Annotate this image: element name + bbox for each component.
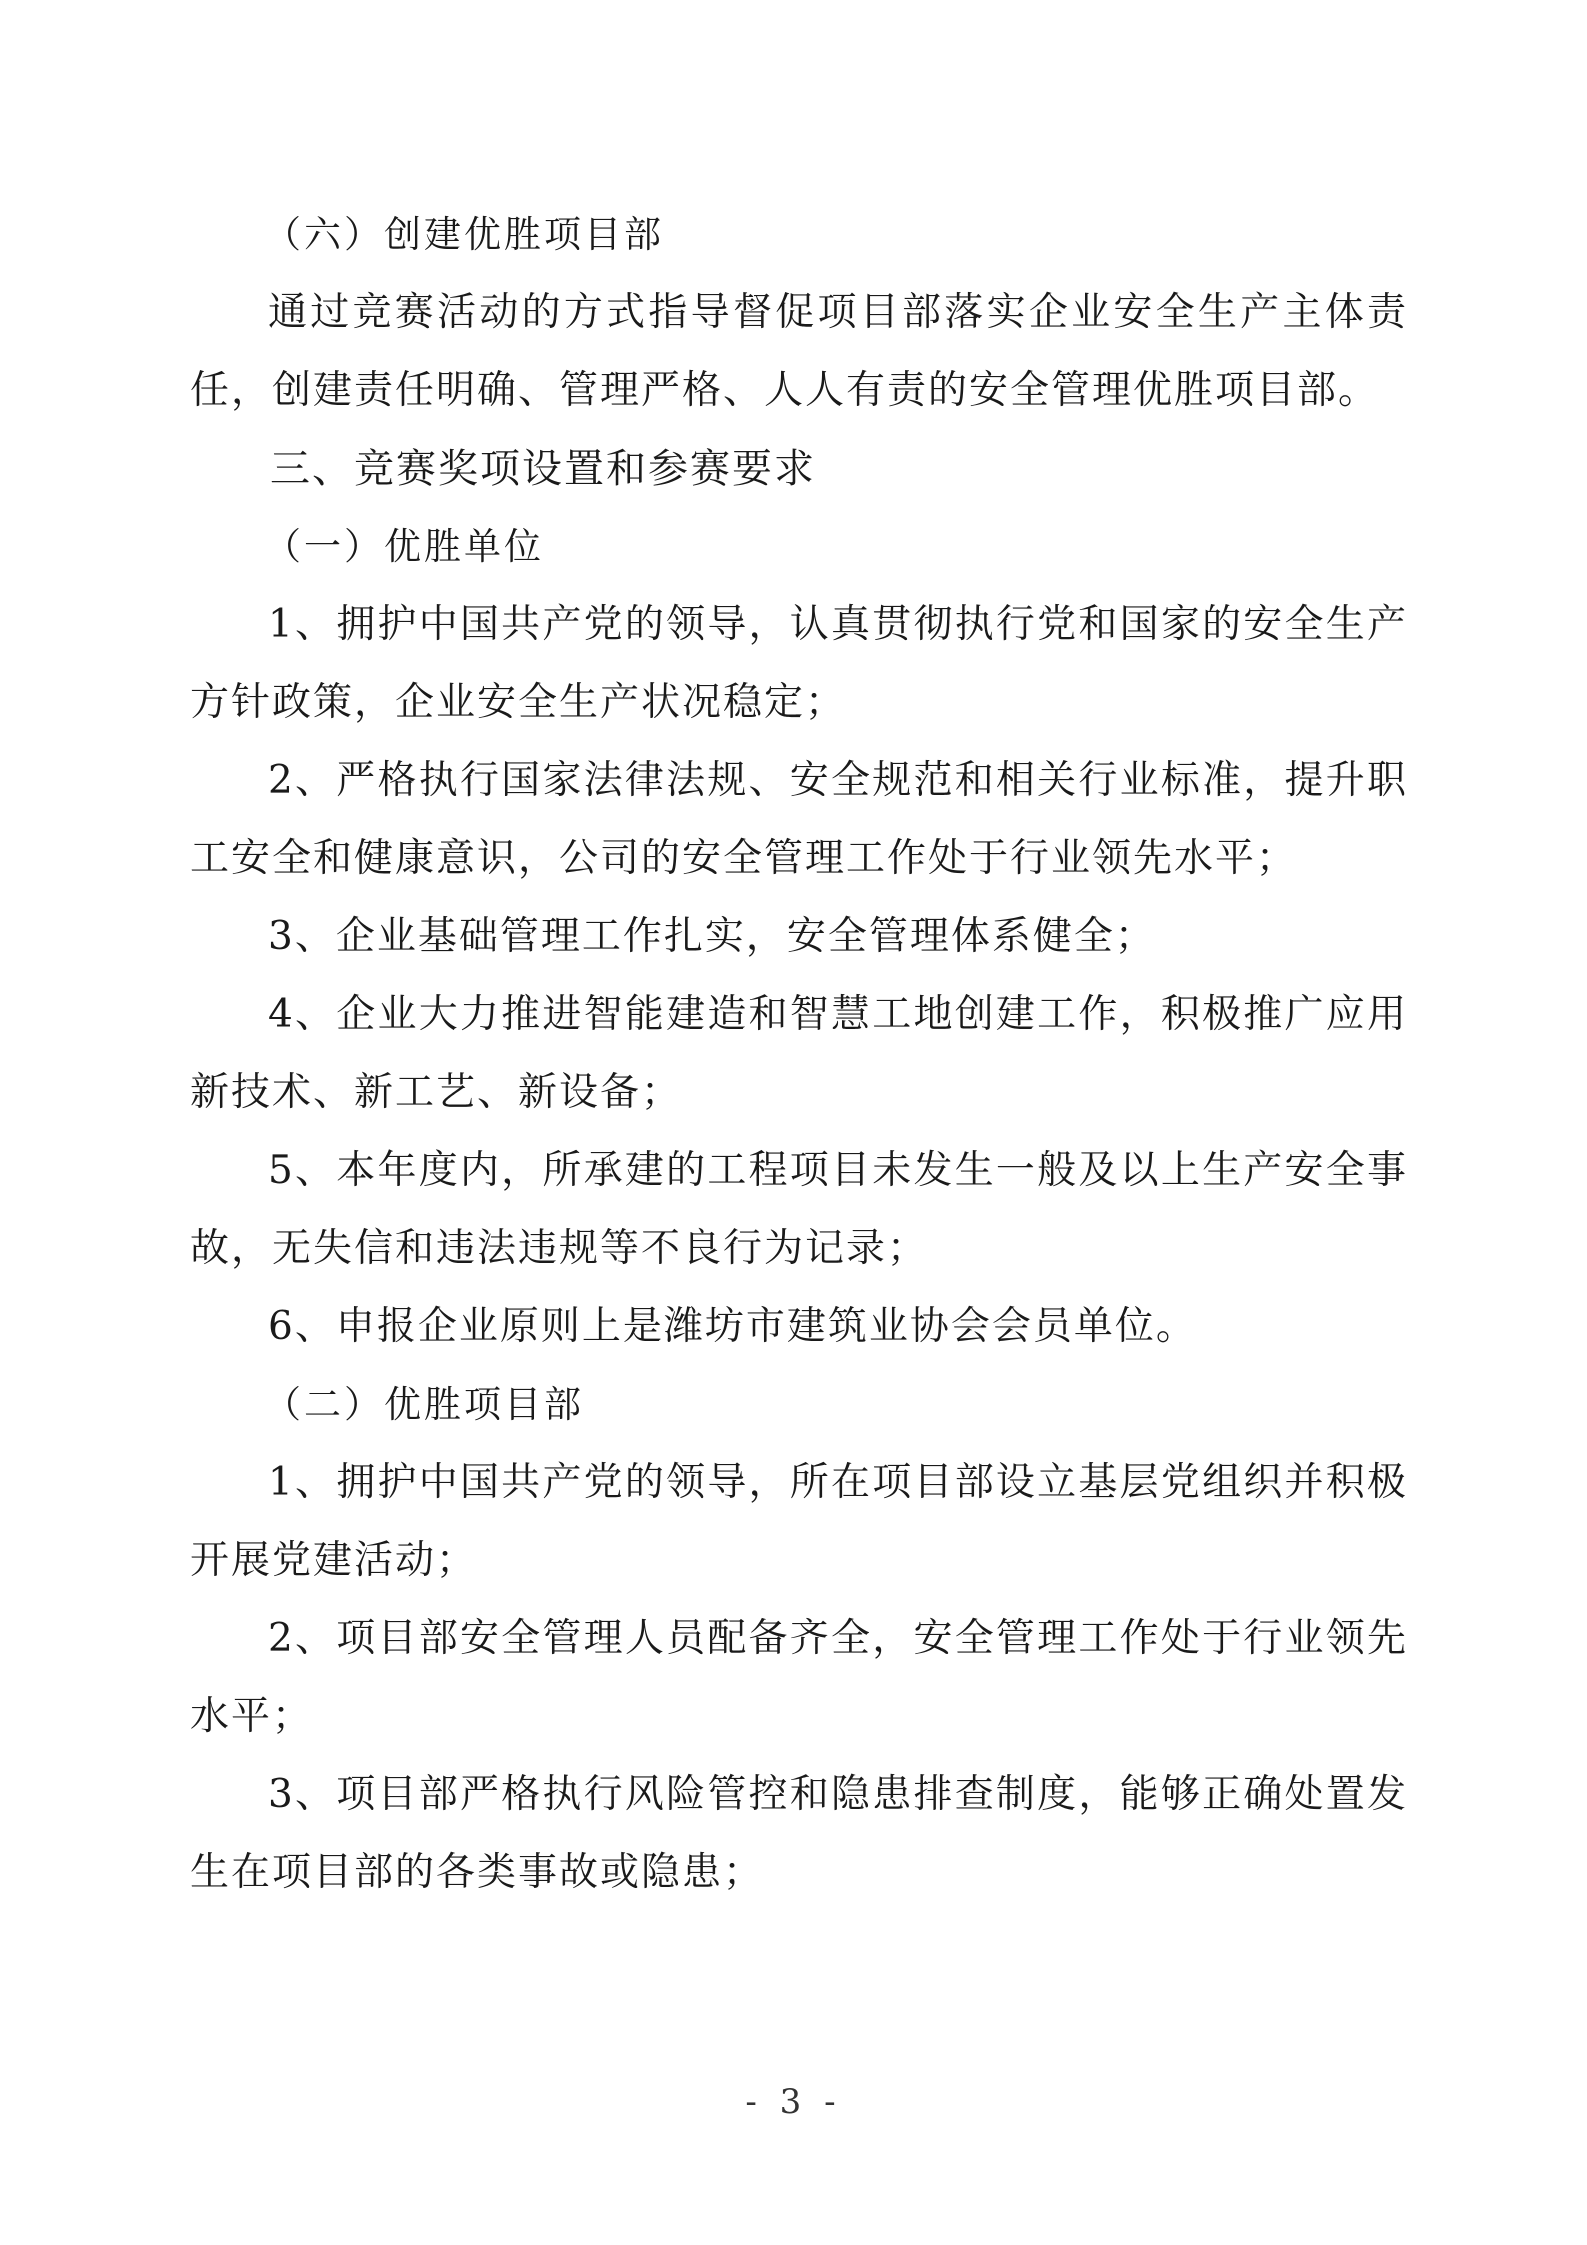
section-3-heading: 三、竞赛奖项设置和参赛要求 — [270, 446, 816, 492]
subsection-1-item-4: 4、企业大力推进智能建造和智慧工地创建工作，积极推广应用新技术、新工艺、新设备； — [190, 992, 1408, 1115]
section-6-body: 通过竞赛活动的方式指导督促项目部落实企业安全生产主体责任，创建责任明确、管理严格、人人有责的安全管理优胜项目部。 — [190, 290, 1408, 413]
subsection-1-item-1: 1、拥护中国共产党的领导，认真贯彻执行党和国家的安全生产方针政策，企业安全生产状况稳定； — [190, 602, 1408, 725]
subsection-1-item-3: 3、企业基础管理工作扎实，安全管理体系健全； — [268, 914, 1156, 959]
section-6-heading: （六）创建优胜项目部 — [264, 213, 664, 256]
subsection-2-item-3: 3、项目部严格执行风险管控和隐患排查制度，能够正确处置发生在项目部的各类事故或隐患； — [190, 1772, 1408, 1895]
subsection-1-item-2: 2、严格执行国家法律法规、安全规范和相关行业标准，提升职工安全和健康意识，公司的安全管理工作处于行业领先水平； — [190, 758, 1408, 881]
document-body — [190, 196, 1408, 1912]
subsection-2-item-2: 2、项目部安全管理人员配备齐全，安全管理工作处于行业领先水平； — [190, 1616, 1408, 1739]
subsection-1-item-5: 5、本年度内，所承建的工程项目未发生一般及以上生产安全事故，无失信和违法违规等不良行为记录； — [190, 1148, 1408, 1271]
subsection-1-item-6: 6、申报企业原则上是潍坊市建筑业协会会员单位。 — [268, 1304, 1197, 1349]
subsection-1-heading: （一）优胜单位 — [264, 525, 544, 568]
subsection-2-heading: （二）优胜项目部 — [264, 1383, 584, 1426]
page-number: - 3 - — [745, 2082, 842, 2122]
subsection-2-item-1: 1、拥护中国共产党的领导，所在项目部设立基层党组织并积极开展党建活动； — [190, 1460, 1408, 1583]
